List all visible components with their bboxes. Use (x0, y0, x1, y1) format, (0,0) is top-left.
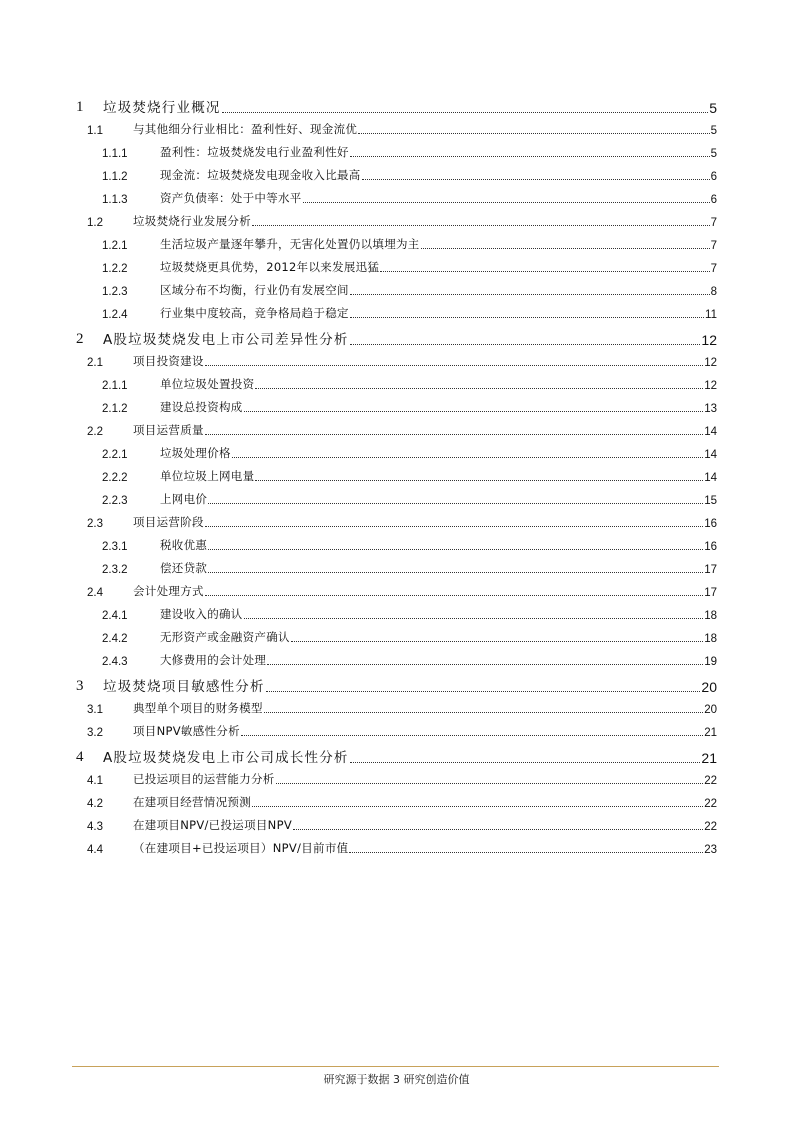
toc-dot-leader (349, 852, 703, 853)
toc-entry-page: 5 (709, 100, 717, 116)
toc-dot-leader (380, 271, 709, 272)
toc-entry-number: 2.3.1 (102, 541, 128, 553)
toc-entry-title: 盈利性：垃圾焚烧发电行业盈利性好 (160, 145, 349, 159)
toc-entry-page: 5 (710, 148, 717, 160)
toc-entry-page: 22 (704, 821, 717, 833)
toc-entry-3-2 (87, 719, 717, 739)
toc-entry-title: 会计处理方式 (133, 584, 204, 598)
toc-entry-1-2-4 (102, 301, 717, 321)
toc-entry-page: 21 (701, 750, 717, 766)
toc-entry-title: 项目投资建设 (133, 354, 204, 368)
toc-dot-leader (208, 503, 703, 504)
toc-entry-page: 20 (704, 704, 717, 716)
toc-entry-title: 生活垃圾产量逐年攀升，无害化处置仍以填埋为主 (160, 237, 420, 251)
toc-entry-page: 13 (704, 403, 717, 415)
toc-entry-page: 17 (704, 564, 717, 576)
toc-dot-leader (255, 388, 703, 389)
toc-entry-page: 18 (704, 633, 717, 645)
toc-entry-page: 14 (704, 472, 717, 484)
toc-dot-leader (205, 365, 703, 366)
toc-entry-page: 19 (704, 656, 717, 668)
toc-dot-leader (241, 735, 703, 736)
toc-entry-title: 现金流：垃圾焚烧发电现金收入比最高 (160, 168, 361, 182)
toc-entry-title: 无形资产或金融资产确认 (160, 630, 290, 644)
toc-entry-number: 1.1.2 (102, 171, 128, 183)
toc-entry-title: 上网电价 (160, 492, 208, 506)
toc-entry-2-2-3 (102, 487, 717, 507)
toc-entry-number: 4 (76, 749, 84, 765)
toc-dot-leader (421, 248, 710, 249)
toc-dot-leader (266, 691, 701, 692)
toc-dot-leader (267, 664, 703, 665)
toc-entry-page: 22 (704, 798, 717, 810)
toc-entry-title: 单位垃圾上网电量 (160, 469, 255, 483)
toc-entry-title: 大修费用的会计处理 (160, 653, 267, 667)
toc-entry-2-1-1 (102, 372, 717, 392)
toc-entry-title: 垃圾处理价格 (160, 446, 231, 460)
toc-entry-number: 1.2.3 (102, 286, 128, 298)
footer-divider (72, 1066, 719, 1067)
toc-dot-leader (350, 762, 701, 763)
toc-entry-1-2-1 (102, 232, 717, 252)
toc-entry-number: 2.2.1 (102, 449, 128, 461)
toc-entry-title: A股垃圾焚烧发电上市公司差异性分析 (103, 332, 349, 348)
toc-entry-title: 与其他细分行业相比：盈利性好、现金流优 (133, 122, 358, 136)
toc-dot-leader (205, 526, 703, 527)
toc-dot-leader (350, 156, 710, 157)
toc-dot-leader (350, 294, 710, 295)
toc-entry-number: 1.1.1 (102, 148, 128, 160)
toc-entry-number: 1.2.1 (102, 240, 128, 252)
toc-entry-title: 垃圾焚烧更具优势，2012年以来发展迅猛 (160, 260, 380, 274)
toc-entry-3 (76, 673, 717, 695)
toc-entry-title: 已投运项目的运营能力分析 (133, 772, 275, 786)
toc-entry-title: 典型单个项目的财务模型 (133, 701, 263, 715)
toc-dot-leader (244, 411, 704, 412)
toc-dot-leader (205, 434, 703, 435)
toc-entry-number: 3.2 (87, 727, 103, 739)
toc-dot-leader (358, 133, 709, 134)
toc-entry-4-2 (87, 790, 717, 810)
toc-entry-2-3 (87, 510, 717, 530)
toc-dot-leader (244, 618, 704, 619)
toc-entry-title: 项目运营阶段 (133, 515, 204, 529)
toc-entry-number: 2 (76, 331, 84, 347)
toc-entry-2-3-1 (102, 533, 717, 553)
toc-entry-page: 23 (704, 844, 717, 856)
toc-entry-page: 22 (704, 775, 717, 787)
toc-entry-3-1 (87, 696, 717, 716)
toc-entry-2-1 (87, 349, 717, 369)
toc-dot-leader (222, 112, 709, 113)
toc-dot-leader (252, 806, 703, 807)
toc-dot-leader (303, 202, 710, 203)
toc-entry-number: 4.2 (87, 798, 103, 810)
toc-entry-number: 2.4.2 (102, 633, 128, 645)
toc-entry-number: 4.1 (87, 775, 103, 787)
toc-entry-1-2 (87, 209, 717, 229)
toc-entry-title: A股垃圾焚烧发电上市公司成长性分析 (103, 750, 349, 766)
toc-dot-leader (208, 572, 703, 573)
toc-entry-page: 15 (704, 495, 717, 507)
toc-entry-number: 1.1.3 (102, 194, 128, 206)
toc-entry-page: 18 (704, 610, 717, 622)
toc-entry-page: 12 (704, 357, 717, 369)
toc-entry-2-1-2 (102, 395, 717, 415)
toc-entry-title: 区域分布不均衡，行业仍有发展空间 (160, 283, 349, 297)
toc-entry-title: 建设总投资构成 (160, 400, 243, 414)
toc-entry-1-1-1 (102, 140, 717, 160)
toc-dot-leader (232, 457, 703, 458)
toc-entry-title: （在建项目+已投运项目）NPV/目前市值 (133, 841, 349, 855)
toc-entry-1-1 (87, 117, 717, 137)
toc-entry-4 (76, 744, 717, 766)
toc-entry-number: 1 (76, 99, 84, 115)
toc-entry-page: 20 (701, 679, 717, 695)
toc-entry-number: 2.4.3 (102, 656, 128, 668)
toc-entry-number: 4.3 (87, 821, 103, 833)
toc-entry-number: 1.2 (87, 217, 103, 229)
toc-entry-1-1-2 (102, 163, 717, 183)
toc-entry-number: 2.2.2 (102, 472, 128, 484)
toc-entry-page: 17 (704, 587, 717, 599)
toc-entry-1-2-2 (102, 255, 717, 275)
toc-entry-number: 3 (76, 678, 84, 694)
toc-entry-title: 在建项目NPV/已投运项目NPV (133, 818, 292, 832)
toc-entry-2-4-3 (102, 648, 717, 668)
toc-entry-page: 5 (710, 125, 717, 137)
toc-entry-number: 3.1 (87, 704, 103, 716)
toc-entry-number: 1.2.4 (102, 309, 128, 321)
toc-dot-leader (291, 641, 703, 642)
toc-entry-page: 6 (710, 171, 717, 183)
toc-entry-number: 2.1.1 (102, 380, 128, 392)
toc-entry-title: 垃圾焚烧项目敏感性分析 (103, 679, 265, 695)
toc-entry-page: 8 (710, 286, 717, 298)
page-footer: 研究源于数据 3 研究创造价值 (323, 1073, 470, 1086)
toc-entry-number: 2.2.3 (102, 495, 128, 507)
toc-entry-title: 项目运营质量 (133, 423, 204, 437)
toc-entry-page: 7 (710, 263, 717, 275)
toc-entry-2-4-1 (102, 602, 717, 622)
toc-entry-4-1 (87, 767, 717, 787)
toc-entry-2-2-1 (102, 441, 717, 461)
toc-entry-title: 税收优惠 (160, 538, 208, 552)
toc-entry-page: 14 (704, 426, 717, 438)
toc-entry-number: 2.4.1 (102, 610, 128, 622)
toc-entry-page: 14 (704, 449, 717, 461)
toc-entry-number: 1.2.2 (102, 263, 128, 275)
toc-entry-number: 2.3.2 (102, 564, 128, 576)
toc-dot-leader (205, 595, 703, 596)
toc-entry-title: 资产负债率：处于中等水平 (160, 191, 302, 205)
toc-entry-title: 建设收入的确认 (160, 607, 243, 621)
toc-entry-page: 6 (710, 194, 717, 206)
toc-entry-title: 项目NPV敏感性分析 (133, 724, 240, 738)
toc-entry-title: 单位垃圾处置投资 (160, 377, 255, 391)
toc-entry-number: 2.3 (87, 518, 103, 530)
toc-entry-1 (76, 94, 717, 116)
toc-entry-number: 2.4 (87, 587, 103, 599)
toc-entry-2-4 (87, 579, 717, 599)
toc-entry-2-3-2 (102, 556, 717, 576)
toc-entry-page: 21 (704, 727, 717, 739)
toc-entry-title: 垃圾焚烧行业概况 (103, 100, 221, 116)
toc-entry-number: 2.1.2 (102, 403, 128, 415)
toc-entry-4-3 (87, 813, 717, 833)
toc-entry-2-2 (87, 418, 717, 438)
toc-entry-4-4 (87, 836, 717, 856)
toc-entry-2-4-2 (102, 625, 717, 645)
toc-entry-page: 12 (704, 380, 717, 392)
toc-entry-1-2-3 (102, 278, 717, 298)
toc-entry-title: 偿还贷款 (160, 561, 208, 575)
toc-entry-number: 1.1 (87, 125, 103, 137)
toc-entry-page: 16 (704, 541, 717, 553)
toc-entry-number: 2.2 (87, 426, 103, 438)
toc-dot-leader (276, 783, 704, 784)
toc-entry-number: 2.1 (87, 357, 103, 369)
toc-entry-page: 7 (710, 217, 717, 229)
toc-entry-2-2-2 (102, 464, 717, 484)
toc-dot-leader (208, 549, 703, 550)
toc-entry-title: 在建项目经营情况预测 (133, 795, 251, 809)
toc-dot-leader (264, 712, 703, 713)
toc-entry-number: 4.4 (87, 844, 103, 856)
toc-entry-2 (76, 326, 717, 348)
toc-dot-leader (350, 317, 704, 318)
toc-entry-1-1-3 (102, 186, 717, 206)
toc-entry-title: 行业集中度较高，竞争格局趋于稳定 (160, 306, 349, 320)
toc-dot-leader (255, 480, 703, 481)
toc-entry-page: 16 (704, 518, 717, 530)
toc-dot-leader (350, 344, 701, 345)
toc-dot-leader (252, 225, 710, 226)
toc-dot-leader (293, 829, 703, 830)
toc-entry-page: 12 (701, 332, 717, 348)
toc-entry-page: 7 (710, 240, 717, 252)
toc-entry-page: 11 (705, 309, 717, 321)
toc-entry-title: 垃圾焚烧行业发展分析 (133, 214, 251, 228)
toc-dot-leader (362, 179, 710, 180)
